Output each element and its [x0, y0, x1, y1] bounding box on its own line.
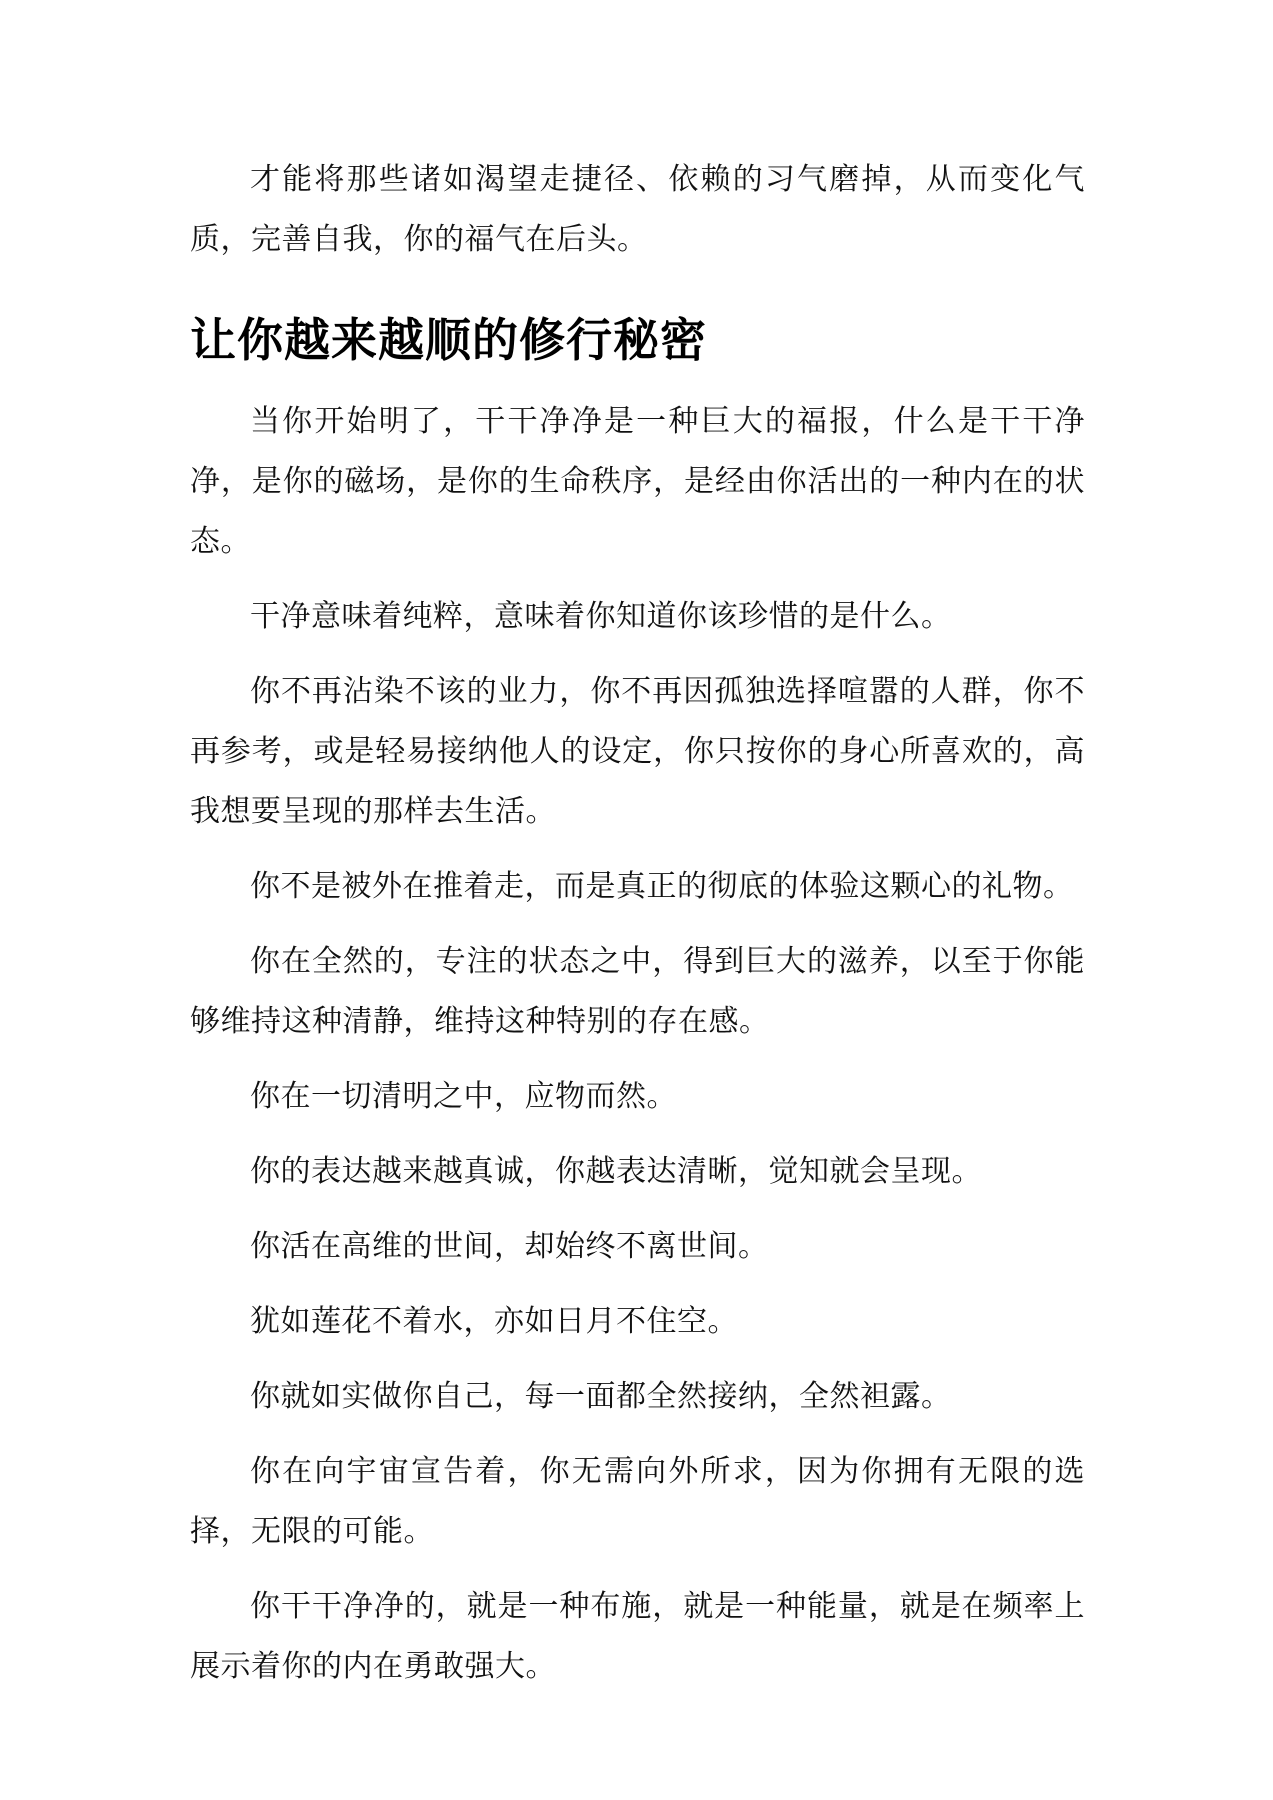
- paragraph-5: 你在全然的，专注的状态之中，得到巨大的滋养，以至于你能够维持这种清静，维持这种特别的存在感。: [190, 944, 1085, 1039]
- intro-paragraph: 才能将那些诸如渴望走捷径、依赖的习气磨掉，从而变化气质，完善自我，你的福气在后头。: [190, 162, 1085, 257]
- paragraph-11: 你在向宇宙宣告着，你无需向外所求，因为你拥有无限的选择，无限的可能。: [190, 1454, 1085, 1549]
- paragraph-7: 你的表达越来越真诚，你越表达清晰，觉知就会呈现。: [250, 1154, 982, 1189]
- paragraph-9: 犹如莲花不着水，亦如日月不住空。: [250, 1304, 738, 1339]
- section-title: 让你越来越顺的修行秘密: [190, 313, 707, 367]
- document-body: [190, 150, 1085, 1712]
- paragraph-6: 你在一切清明之中，应物而然。: [250, 1079, 677, 1114]
- paragraph-3: 你不再沾染不该的业力，你不再因孤独选择喧嚣的人群，你不再参考，或是轻易接纳他人的设定，你只按你的身心所喜欢的，高我想要呈现的那样去生活。: [190, 674, 1085, 829]
- paragraph-1: 当你开始明了，干干净净是一种巨大的福报，什么是干干净净，是你的磁场，是你的生命秩序，是经由你活出的一种内在的状态。: [190, 404, 1085, 559]
- paragraph-8: 你活在高维的世间，却始终不离世间。: [250, 1229, 769, 1264]
- paragraph-4: 你不是被外在推着走，而是真正的彻底的体验这颗心的礼物。: [250, 869, 1074, 904]
- paragraph-10: 你就如实做你自己，每一面都全然接纳，全然袒露。: [250, 1379, 952, 1414]
- paragraph-12: 你干干净净的，就是一种布施，就是一种能量，就是在频率上展示着你的内在勇敢强大。: [190, 1589, 1085, 1684]
- paragraph-2: 干净意味着纯粹，意味着你知道你该珍惜的是什么。: [250, 599, 952, 634]
